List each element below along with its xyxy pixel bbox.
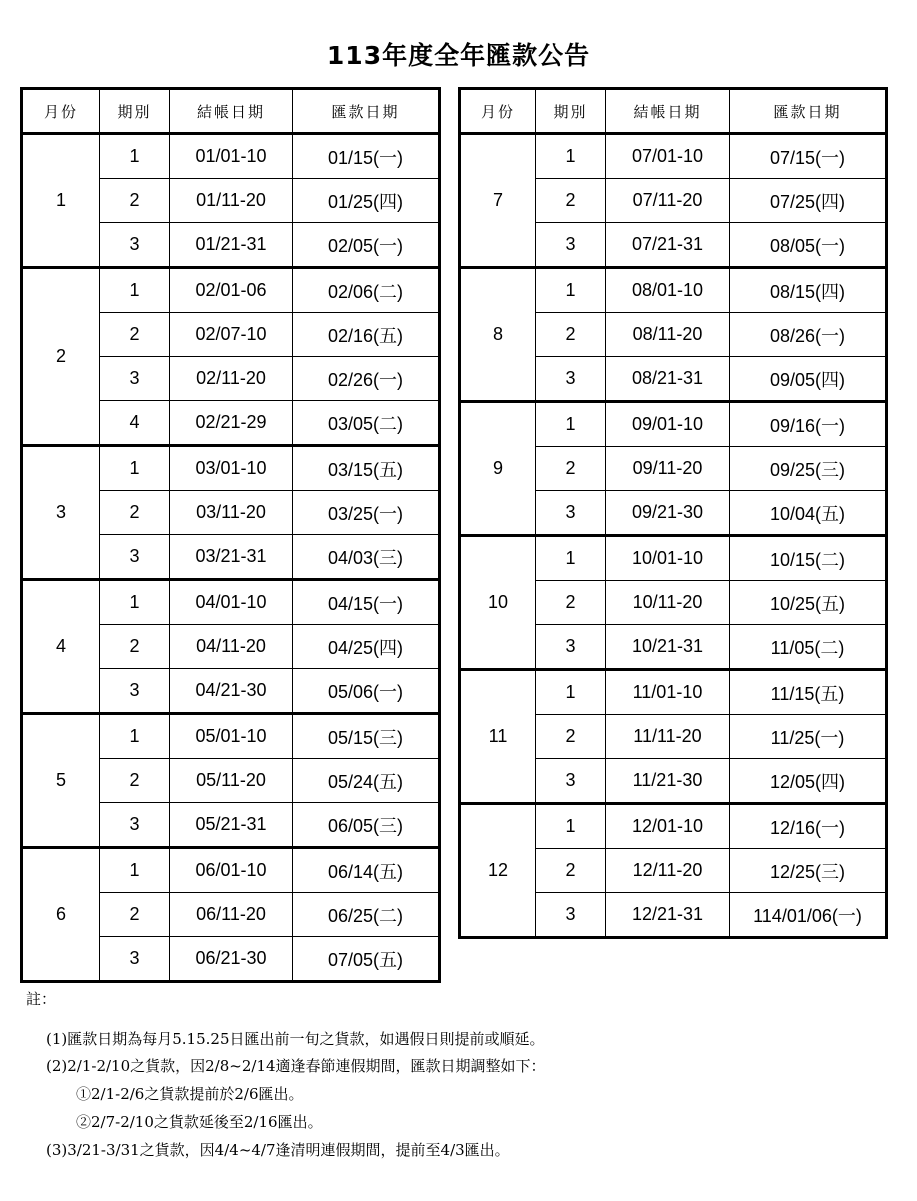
table-body <box>22 134 440 982</box>
month-cell: 7 <box>460 134 536 268</box>
remittance-date-cell: 12/05(四) <box>730 759 887 804</box>
table-row <box>460 670 887 715</box>
period-cell: 2 <box>536 179 606 223</box>
remittance-date-cell: 07/25(四) <box>730 179 887 223</box>
period-cell: 2 <box>536 447 606 491</box>
closing-date-cell: 03/11-20 <box>170 491 293 535</box>
note-line-2b: ②2/7-2/10之貨款延後至2/16匯出。 <box>76 1113 323 1131</box>
period-cell: 2 <box>100 759 170 803</box>
remittance-date-cell: 06/25(二) <box>293 893 440 937</box>
remittance-date-cell: 12/25(三) <box>730 849 887 893</box>
header-remittance-date: 匯款日期 <box>293 89 440 134</box>
closing-date-cell: 05/01-10 <box>170 714 293 759</box>
month-cell: 6 <box>22 848 100 982</box>
period-cell: 1 <box>536 536 606 581</box>
remittance-table-jul-dec <box>458 87 888 939</box>
period-cell: 3 <box>100 803 170 848</box>
remittance-date-cell: 08/15(四) <box>730 268 887 313</box>
month-cell: 5 <box>22 714 100 848</box>
header-period: 期別 <box>100 89 170 134</box>
period-cell: 3 <box>100 223 170 268</box>
remittance-date-cell: 03/15(五) <box>293 446 440 491</box>
period-cell: 2 <box>100 893 170 937</box>
period-cell: 1 <box>100 268 170 313</box>
month-cell: 1 <box>22 134 100 268</box>
month-cell: 9 <box>460 402 536 536</box>
closing-date-cell: 01/11-20 <box>170 179 293 223</box>
period-cell: 1 <box>536 134 606 179</box>
table-row <box>22 134 440 179</box>
remittance-date-cell: 04/15(一) <box>293 580 440 625</box>
remittance-date-cell: 08/05(一) <box>730 223 887 268</box>
note-line-3: (3)3/21-3/31之貨款，因4/4~4/7逢清明連假期間，提前至4/3匯出。 <box>46 1141 510 1159</box>
closing-date-cell: 09/21-30 <box>606 491 730 536</box>
closing-date-cell: 12/01-10 <box>606 804 730 849</box>
period-cell: 2 <box>100 625 170 669</box>
remittance-date-cell: 02/26(一) <box>293 357 440 401</box>
closing-date-cell: 02/21-29 <box>170 401 293 446</box>
period-cell: 3 <box>536 357 606 402</box>
table-body <box>460 134 887 938</box>
closing-date-cell: 11/01-10 <box>606 670 730 715</box>
period-cell: 1 <box>100 580 170 625</box>
remittance-date-cell: 02/05(一) <box>293 223 440 268</box>
month-cell: 4 <box>22 580 100 714</box>
table-header-row <box>22 89 440 134</box>
closing-date-cell: 08/21-31 <box>606 357 730 402</box>
remittance-date-cell: 06/05(三) <box>293 803 440 848</box>
closing-date-cell: 09/01-10 <box>606 402 730 447</box>
header-month: 月份 <box>22 89 100 134</box>
table-row <box>460 402 887 447</box>
header-period: 期別 <box>536 89 606 134</box>
period-cell: 2 <box>100 313 170 357</box>
table-row <box>460 134 887 179</box>
closing-date-cell: 11/11-20 <box>606 715 730 759</box>
closing-date-cell: 05/11-20 <box>170 759 293 803</box>
period-cell: 1 <box>536 670 606 715</box>
period-cell: 2 <box>536 313 606 357</box>
closing-date-cell: 06/21-30 <box>170 937 293 982</box>
closing-date-cell: 01/21-31 <box>170 223 293 268</box>
closing-date-cell: 06/11-20 <box>170 893 293 937</box>
closing-date-cell: 12/11-20 <box>606 849 730 893</box>
remittance-date-cell: 02/06(二) <box>293 268 440 313</box>
period-cell: 4 <box>100 401 170 446</box>
note-line-2: (2)2/1-2/10之貨款，因2/8~2/14適逢春節連假期間，匯款日期調整如下： <box>46 1057 546 1075</box>
period-cell: 3 <box>536 625 606 670</box>
period-cell: 1 <box>100 446 170 491</box>
table-row <box>22 848 440 893</box>
month-cell: 11 <box>460 670 536 804</box>
remittance-date-cell: 03/25(一) <box>293 491 440 535</box>
period-cell: 3 <box>536 491 606 536</box>
table-row <box>22 446 440 491</box>
closing-date-cell: 08/11-20 <box>606 313 730 357</box>
period-cell: 2 <box>536 849 606 893</box>
table-row <box>460 804 887 849</box>
remittance-date-cell: 08/26(一) <box>730 313 887 357</box>
closing-date-cell: 03/21-31 <box>170 535 293 580</box>
remittance-date-cell: 01/15(一) <box>293 134 440 179</box>
remittance-date-cell: 10/04(五) <box>730 491 887 536</box>
remittance-table-jan-jun <box>20 87 441 983</box>
header-closing-date: 結帳日期 <box>170 89 293 134</box>
closing-date-cell: 02/11-20 <box>170 357 293 401</box>
closing-date-cell: 08/01-10 <box>606 268 730 313</box>
closing-date-cell: 12/21-31 <box>606 893 730 938</box>
closing-date-cell: 06/01-10 <box>170 848 293 893</box>
closing-date-cell: 07/21-31 <box>606 223 730 268</box>
remittance-date-cell: 01/25(四) <box>293 179 440 223</box>
table-header-row <box>460 89 887 134</box>
closing-date-cell: 02/01-06 <box>170 268 293 313</box>
period-cell: 3 <box>100 357 170 401</box>
closing-date-cell: 03/01-10 <box>170 446 293 491</box>
period-cell: 3 <box>100 669 170 714</box>
period-cell: 3 <box>536 759 606 804</box>
table-row <box>22 714 440 759</box>
period-cell: 3 <box>536 223 606 268</box>
header-remittance-date: 匯款日期 <box>730 89 887 134</box>
closing-date-cell: 11/21-30 <box>606 759 730 804</box>
closing-date-cell: 07/01-10 <box>606 134 730 179</box>
closing-date-cell: 04/11-20 <box>170 625 293 669</box>
table-row <box>460 268 887 313</box>
period-cell: 1 <box>536 804 606 849</box>
notes-heading: 註： <box>26 990 57 1008</box>
note-line-2a: ①2/1-2/6之貨款提前於2/6匯出。 <box>76 1085 304 1103</box>
header-month: 月份 <box>460 89 536 134</box>
month-cell: 12 <box>460 804 536 938</box>
remittance-date-cell: 05/24(五) <box>293 759 440 803</box>
remittance-date-cell: 04/25(四) <box>293 625 440 669</box>
remittance-date-cell: 09/05(四) <box>730 357 887 402</box>
period-cell: 3 <box>536 893 606 938</box>
closing-date-cell: 07/11-20 <box>606 179 730 223</box>
remittance-date-cell: 04/03(三) <box>293 535 440 580</box>
closing-date-cell: 02/07-10 <box>170 313 293 357</box>
remittance-date-cell: 12/16(一) <box>730 804 887 849</box>
remittance-date-cell: 07/15(一) <box>730 134 887 179</box>
closing-date-cell: 09/11-20 <box>606 447 730 491</box>
table-row <box>22 268 440 313</box>
period-cell: 3 <box>100 535 170 580</box>
closing-date-cell: 05/21-31 <box>170 803 293 848</box>
period-cell: 1 <box>536 268 606 313</box>
remittance-date-cell: 11/25(一) <box>730 715 887 759</box>
period-cell: 1 <box>100 134 170 179</box>
remittance-date-cell: 09/16(一) <box>730 402 887 447</box>
period-cell: 3 <box>100 937 170 982</box>
period-cell: 2 <box>536 715 606 759</box>
remittance-date-cell: 05/15(三) <box>293 714 440 759</box>
period-cell: 1 <box>100 848 170 893</box>
closing-date-cell: 10/11-20 <box>606 581 730 625</box>
period-cell: 2 <box>536 581 606 625</box>
period-cell: 1 <box>536 402 606 447</box>
period-cell: 2 <box>100 179 170 223</box>
remittance-date-cell: 10/15(二) <box>730 536 887 581</box>
remittance-date-cell: 11/15(五) <box>730 670 887 715</box>
remittance-date-cell: 114/01/06(一) <box>730 893 887 938</box>
closing-date-cell: 01/01-10 <box>170 134 293 179</box>
closing-date-cell: 10/21-31 <box>606 625 730 670</box>
remittance-date-cell: 05/06(一) <box>293 669 440 714</box>
remittance-date-cell: 09/25(三) <box>730 447 887 491</box>
month-cell: 10 <box>460 536 536 670</box>
month-cell: 2 <box>22 268 100 446</box>
note-line-1: (1)匯款日期為每月5.15.25日匯出前一旬之貨款，如遇假日則提前或順延。 <box>46 1030 545 1048</box>
page-title: 113年度全年匯款公告 <box>326 41 591 70</box>
table-row <box>22 580 440 625</box>
remittance-date-cell: 11/05(二) <box>730 625 887 670</box>
month-cell: 3 <box>22 446 100 580</box>
remittance-date-cell: 10/25(五) <box>730 581 887 625</box>
closing-date-cell: 04/21-30 <box>170 669 293 714</box>
remittance-date-cell: 02/16(五) <box>293 313 440 357</box>
closing-date-cell: 10/01-10 <box>606 536 730 581</box>
closing-date-cell: 04/01-10 <box>170 580 293 625</box>
period-cell: 1 <box>100 714 170 759</box>
table-row <box>460 536 887 581</box>
period-cell: 2 <box>100 491 170 535</box>
header-closing-date: 結帳日期 <box>606 89 730 134</box>
remittance-date-cell: 07/05(五) <box>293 937 440 982</box>
month-cell: 8 <box>460 268 536 402</box>
remittance-date-cell: 06/14(五) <box>293 848 440 893</box>
remittance-date-cell: 03/05(二) <box>293 401 440 446</box>
